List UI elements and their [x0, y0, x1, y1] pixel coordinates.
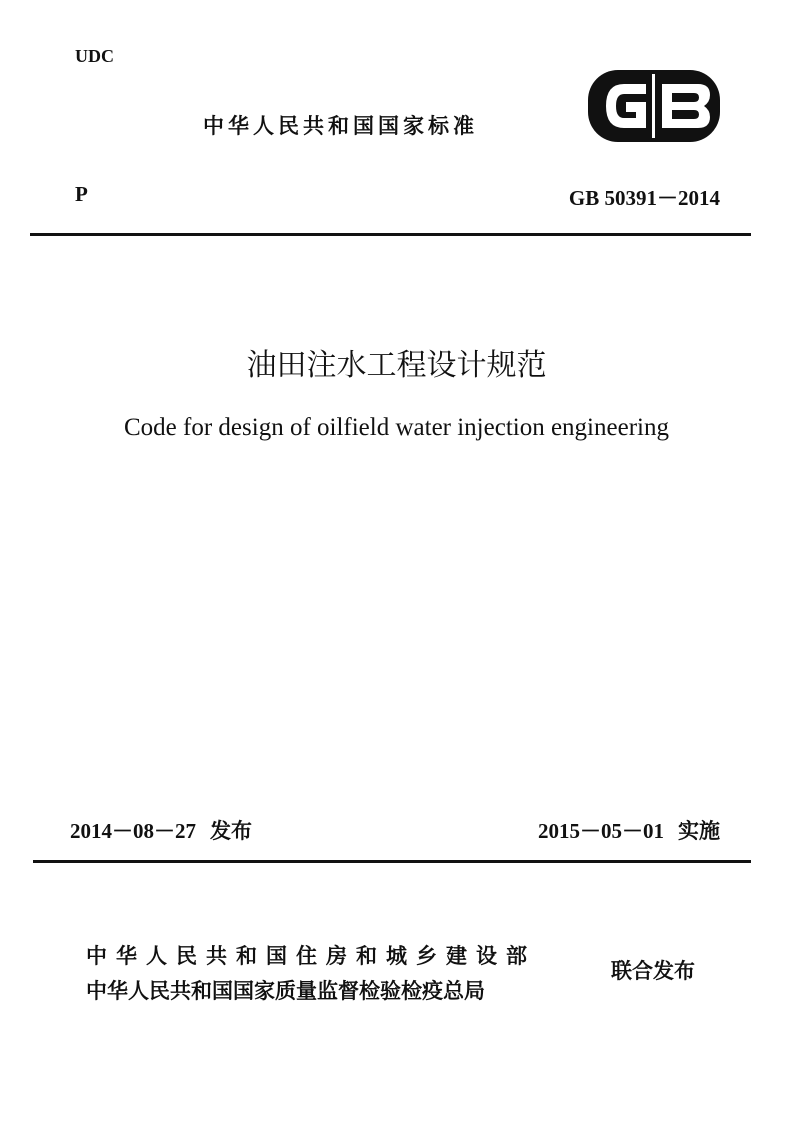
- udc-label: UDC: [75, 46, 114, 66]
- publisher-ministry: 中华人民共和国住房和城乡建设部: [86, 944, 536, 968]
- category-code: P: [75, 182, 88, 206]
- joint-issue-label: 联合发布: [611, 959, 695, 983]
- issue-label: 发布: [210, 819, 252, 843]
- publisher-aqsiq: 中华人民共和国国家质量监督检验检疫总局: [86, 979, 485, 1003]
- effective-label: 实施: [678, 819, 720, 843]
- issue-date-line: [70, 815, 252, 845]
- bottom-divider: [33, 860, 751, 863]
- gb-logo-icon: [586, 68, 722, 144]
- standard-number: GB 50391－2014: [568, 186, 720, 210]
- document-title: 油田注水工程设计规范: [246, 348, 547, 383]
- document-subtitle-english: Code for design of oilfield water injection engineering: [124, 414, 669, 441]
- effective-date: 2015－05－01: [538, 819, 664, 843]
- top-divider: [30, 233, 751, 236]
- issue-date: 2014－08－27: [70, 819, 196, 843]
- standard-type: 中华人民共和国国家标准: [203, 114, 478, 138]
- effective-date-line: [538, 815, 720, 845]
